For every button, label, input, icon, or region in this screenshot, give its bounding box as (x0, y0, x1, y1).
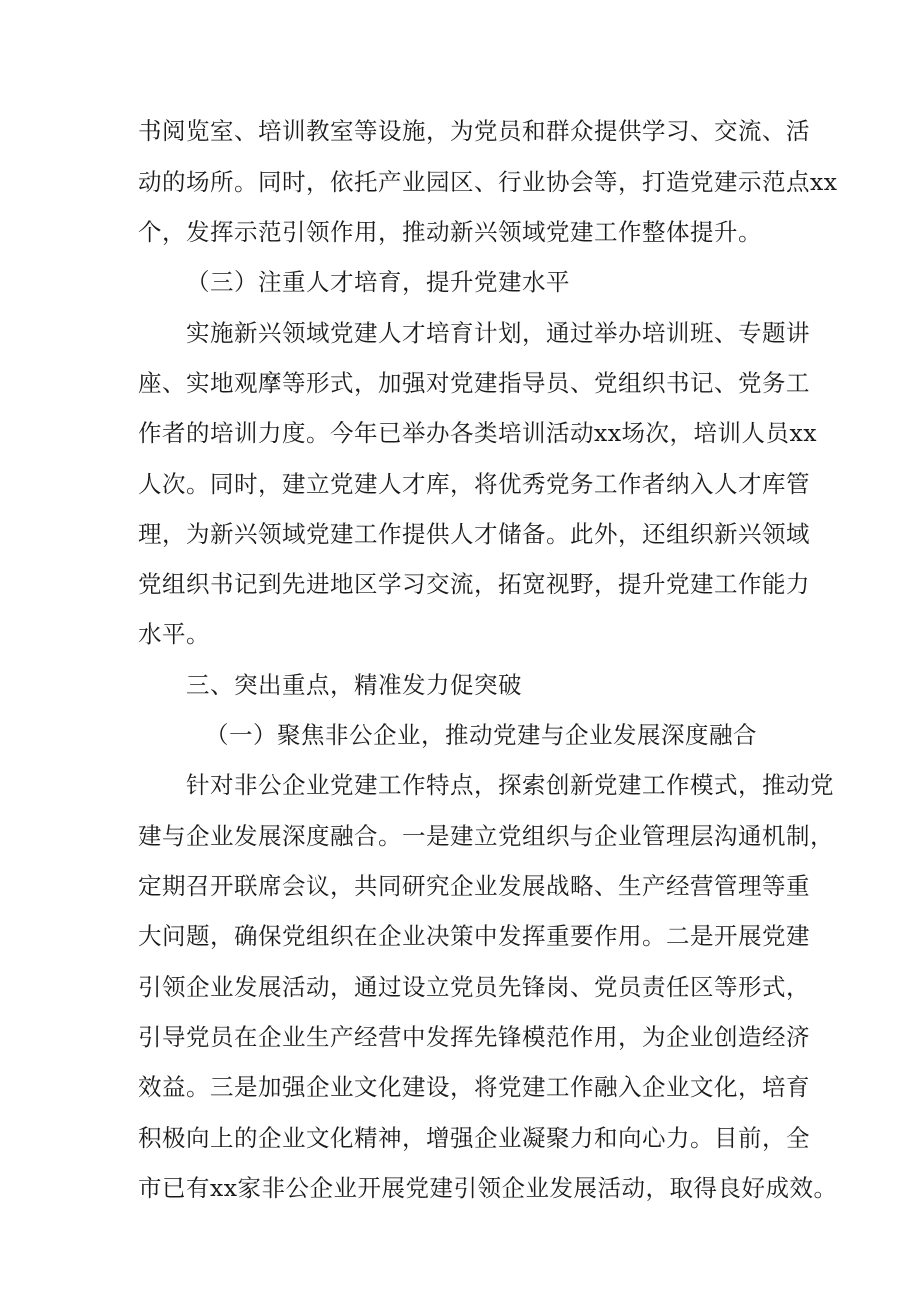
paragraph-line: 积极向上的企业文化精神，增强企业凝聚力和向心力。目前，全 (138, 1124, 810, 1152)
paragraph-line: 建与企业发展深度融合。一是建立党组织与企业管理层沟通机制， (138, 822, 834, 850)
paragraph-line: 实施新兴领域党建人才培育计划，通过举办培训班、专题讲 (186, 319, 810, 347)
subheading-nonpublic: （一）聚焦非公企业，推动党建与企业发展深度融合 (205, 721, 757, 749)
section-heading: 三、突出重点，精准发力促突破 (186, 671, 522, 699)
paragraph-line: 引导党员在企业生产经营中发挥先锋模范作用，为企业创造经济 (138, 1023, 810, 1051)
paragraph-line: 大问题，确保党组织在企业决策中发挥重要作用。二是开展党建 (138, 922, 810, 950)
paragraph-line: 水平。 (138, 620, 210, 648)
paragraph-line: 定期召开联席会议，共同研究企业发展战略、生产经营管理等重 (138, 872, 810, 900)
paragraph-line: 作者的培训力度。今年已举办各类培训活动xx场次，培训人员xx (138, 419, 818, 447)
paragraph-line: 理，为新兴领域党建工作提供人才储备。此外，还组织新兴领域 (138, 520, 810, 548)
paragraph-line: 动的场所。同时，依托产业园区、行业协会等，打造党建示范点xx (138, 168, 838, 196)
paragraph-line: 引领企业发展活动，通过设立党员先锋岗、党员责任区等形式， (138, 973, 810, 1001)
paragraph-line: 党组织书记到先进地区学习交流，拓宽视野，提升党建工作能力 (138, 570, 810, 598)
paragraph-line: 市已有xx家非公企业开展党建引领企业发展活动，取得良好成效。 (138, 1174, 838, 1202)
paragraph-line: 针对非公企业党建工作特点，探索创新党建工作模式，推动党 (186, 771, 834, 799)
paragraph-line: 书阅览室、培训教室等设施，为党员和群众提供学习、交流、活 (138, 117, 810, 145)
paragraph-line: 人次。同时，建立党建人才库，将优秀党务工作者纳入人才库管 (138, 470, 810, 498)
paragraph-line: 座、实地观摩等形式，加强对党建指导员、党组织书记、党务工 (138, 369, 810, 397)
subheading-talent: （三）注重人才培育，提升党建水平 (186, 268, 570, 296)
paragraph-line: 效益。三是加强企业文化建设，将党建工作融入企业文化，培育 (138, 1073, 810, 1101)
paragraph-line: 个，发挥示范引领作用，推动新兴领域党建工作整体提升。 (138, 218, 762, 246)
